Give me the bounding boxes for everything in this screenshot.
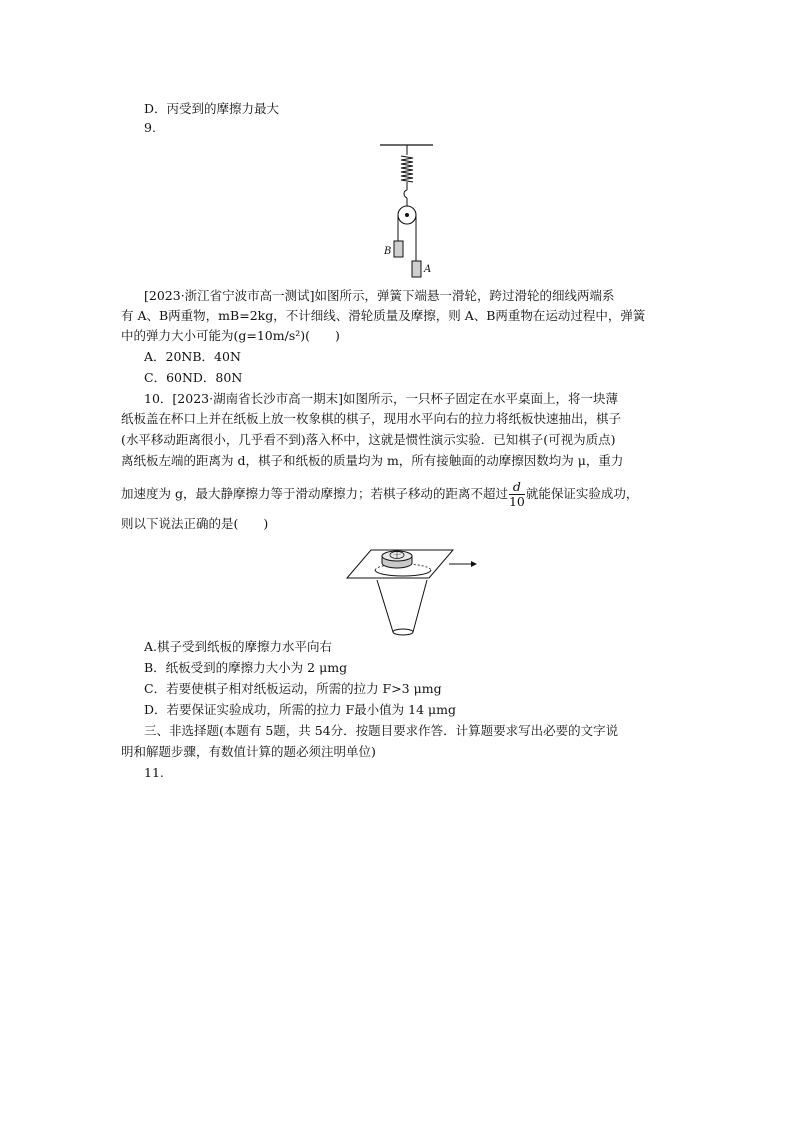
q8-option-d: D．丙受到的摩擦力最大	[144, 101, 280, 116]
fraction-d-over-10	[509, 480, 525, 509]
q9-option-cd: C．60ND．80N	[144, 370, 243, 385]
q11-number: 11.	[144, 765, 164, 780]
q10-stem-line5	[121, 480, 638, 509]
q10-cup-figure	[345, 540, 480, 640]
section3-line1: 三、非选择题(本题有 5题，共 54分．按题目要求作答．计算题要求写出必要的文字说	[144, 723, 619, 738]
fraction-denominator: 10	[508, 494, 525, 509]
q9-stem-line3: 中的弹力大小可能为(g=10m/s²)( )	[121, 328, 340, 343]
label-a: A	[424, 264, 432, 275]
q10-option-b: B．纸板受到的摩擦力大小为 2 μmg	[144, 660, 348, 675]
q10-stem-line5-pre: 加速度为 g，最大静摩擦力等于滑动摩擦力；若棋子移动的距离不超过	[121, 486, 508, 501]
label-b: B	[384, 246, 392, 257]
q10-option-c: C．若要使棋子相对纸板运动，所需的拉力 F>3 μmg	[144, 681, 442, 696]
q9-number: 9.	[144, 120, 156, 135]
section3-line2: 明和解题步骤，有数值计算的题必须注明单位)	[121, 744, 376, 759]
q10-stem-line4: 离纸板左端的距离为 d，棋子和纸板的质量均为 m，所有接触面的动摩擦因数均为 μ，重力	[121, 453, 624, 468]
q10-stem-line6: 则以下说法正确的是( )	[121, 516, 269, 531]
q10-option-a: A.棋子受到纸板的摩擦力水平向右	[144, 639, 333, 654]
q9-stem-line1: [2023·浙江省宁波市高一测试]如图所示，弹簧下端悬一滑轮，跨过滑轮的细线两端系	[144, 288, 615, 303]
q10-stem-line5-post: 就能保证实验成功，	[525, 486, 639, 501]
q9-spring-pulley-figure	[375, 143, 445, 278]
q10-stem-line2: 纸板盖在杯口上并在纸板上放一枚象棋的棋子，现用水平向右的拉力将纸板快速抽出，棋子	[121, 411, 622, 426]
q10-stem-line1: 10．[2023·湖南省长沙市高一期末]如图所示，一只杯子固定在水平桌面上，将一块薄	[144, 391, 618, 406]
piece-label: 士	[393, 551, 401, 560]
arrow-head-icon	[471, 561, 477, 567]
cup-card-diagram	[345, 540, 480, 640]
spring-pulley-diagram	[375, 143, 445, 278]
q10-stem-line3: (水平移动距离很小，几乎看不到)落入杯中，这就是惯性演示实验．已知棋子(可视为质点)	[121, 432, 616, 447]
fraction-numerator: d	[509, 480, 525, 495]
q10-option-d: D．若要保证实验成功，所需的拉力 F最小值为 14 μmg	[144, 702, 457, 717]
q9-option-ab: A．20NB．40N	[144, 349, 241, 364]
q9-stem-line2: 有 A、B两重物，mB=2kg，不计细线、滑轮质量及摩擦，则 A、B两重物在运动过程中，弹簧	[121, 308, 646, 323]
